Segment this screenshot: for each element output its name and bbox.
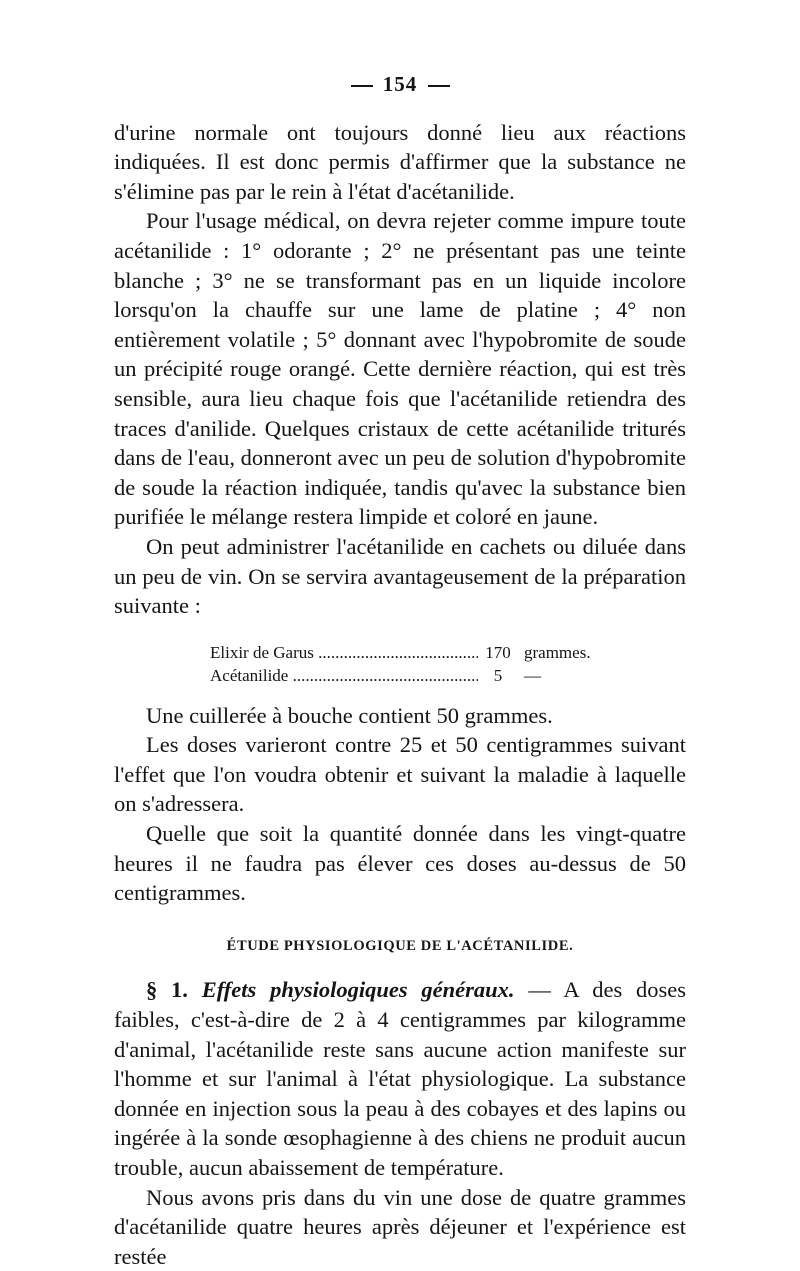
section-text: — A des doses faibles, c'est-à-dire de 2 à 4 centigrammes par kilogramme d'animal, l'acétanilide reste sans aucune action manifeste sur l'homme et sur l'animal à l'état physiologique. La substance donnée en injection sous la peau à des cobayes et des lapins ou ingérée à la sonde œsophagienne à des chiens ne produit aucun trouble, aucun abaissement de température.	[114, 977, 686, 1180]
recipe-ingredient: Acétanilide .....	[210, 664, 478, 687]
recipe-unit: grammes.	[524, 642, 591, 662]
section-ref: § 1.	[146, 977, 188, 1003]
book-page	[114, 70, 686, 1271]
section-heading: ÉTUDE PHYSIOLOGIQUE DE L'ACÉTANILIDE.	[226, 937, 574, 954]
paragraph-physiological-effects	[114, 975, 686, 1182]
paragraph-experiment: Nous avons pris dans du vin une dose de quatre grammes d'acétanilide quatre heures après déjeuner et l'expérience est restée	[114, 1184, 686, 1269]
paragraph-administration: On peut administrer l'acétanilide en cachets ou diluée dans un peu de vin. On se servira avantageusement de la préparation suivante :	[114, 533, 686, 619]
recipe-quantity: 5	[493, 665, 503, 685]
paragraph-impurities: Pour l'usage médical, on devra rejeter comme impure toute acétanilide : 1° odorante ; 2° ne présentant pas une teinte blanche ; 3° ne se transformant pas en un liquide incolore lorsqu'on la chauffe sur une lame de platine ; 4° non entièrement volatile ; 5° donnant avec l'hypobromite de soude un précipité rouge orangé. Cette dernière réaction, qui est très sensible, aura lieu chaque fois que l'acétanilide retiendra des traces d'anilide. Quelques cristaux de cette acétanilide triturés dans de l'eau, donneront avec un peu de solution d'hypobromite de soude la réaction indiquée, tandis qu'avec la substance bien purifiée le mélange restera limpide et coloré en jaune.	[114, 208, 686, 530]
page-number-dash-right	[428, 85, 450, 87]
page-number-dash-left	[351, 85, 373, 87]
recipe-quantity: 170	[485, 642, 511, 662]
recipe-row	[210, 664, 686, 687]
recipe-ingredient: Elixir de Garus .....	[210, 641, 478, 664]
recipe-unit: —	[524, 665, 541, 685]
paragraph-dose-limit: Quelle que soit la quantité donnée dans les vingt-quatre heures il ne faudra pas élever ces doses au-dessus de 50 centigrammes.	[114, 821, 686, 906]
page-number	[114, 70, 686, 100]
paragraph-continuation: d'urine normale ont toujours donné lieu aux réactions indiquées. Il est donc permis d'affirmer que la substance ne s'élimine pas par le rein à l'état d'acétanilide.	[114, 119, 686, 204]
paragraph-dose-range: Les doses varieront contre 25 et 50 centigrammes suivant l'effet que l'on voudra obtenir et suivant la maladie à laquelle on s'adressera.	[114, 732, 686, 817]
recipe-table	[210, 641, 686, 687]
paragraph-dose-spoon: Une cuillerée à bouche contient 50 grammes.	[146, 702, 553, 728]
page-number-text: 154	[382, 72, 418, 96]
recipe-row	[210, 641, 686, 664]
section-title: Effets physiologiques généraux.	[201, 977, 515, 1003]
